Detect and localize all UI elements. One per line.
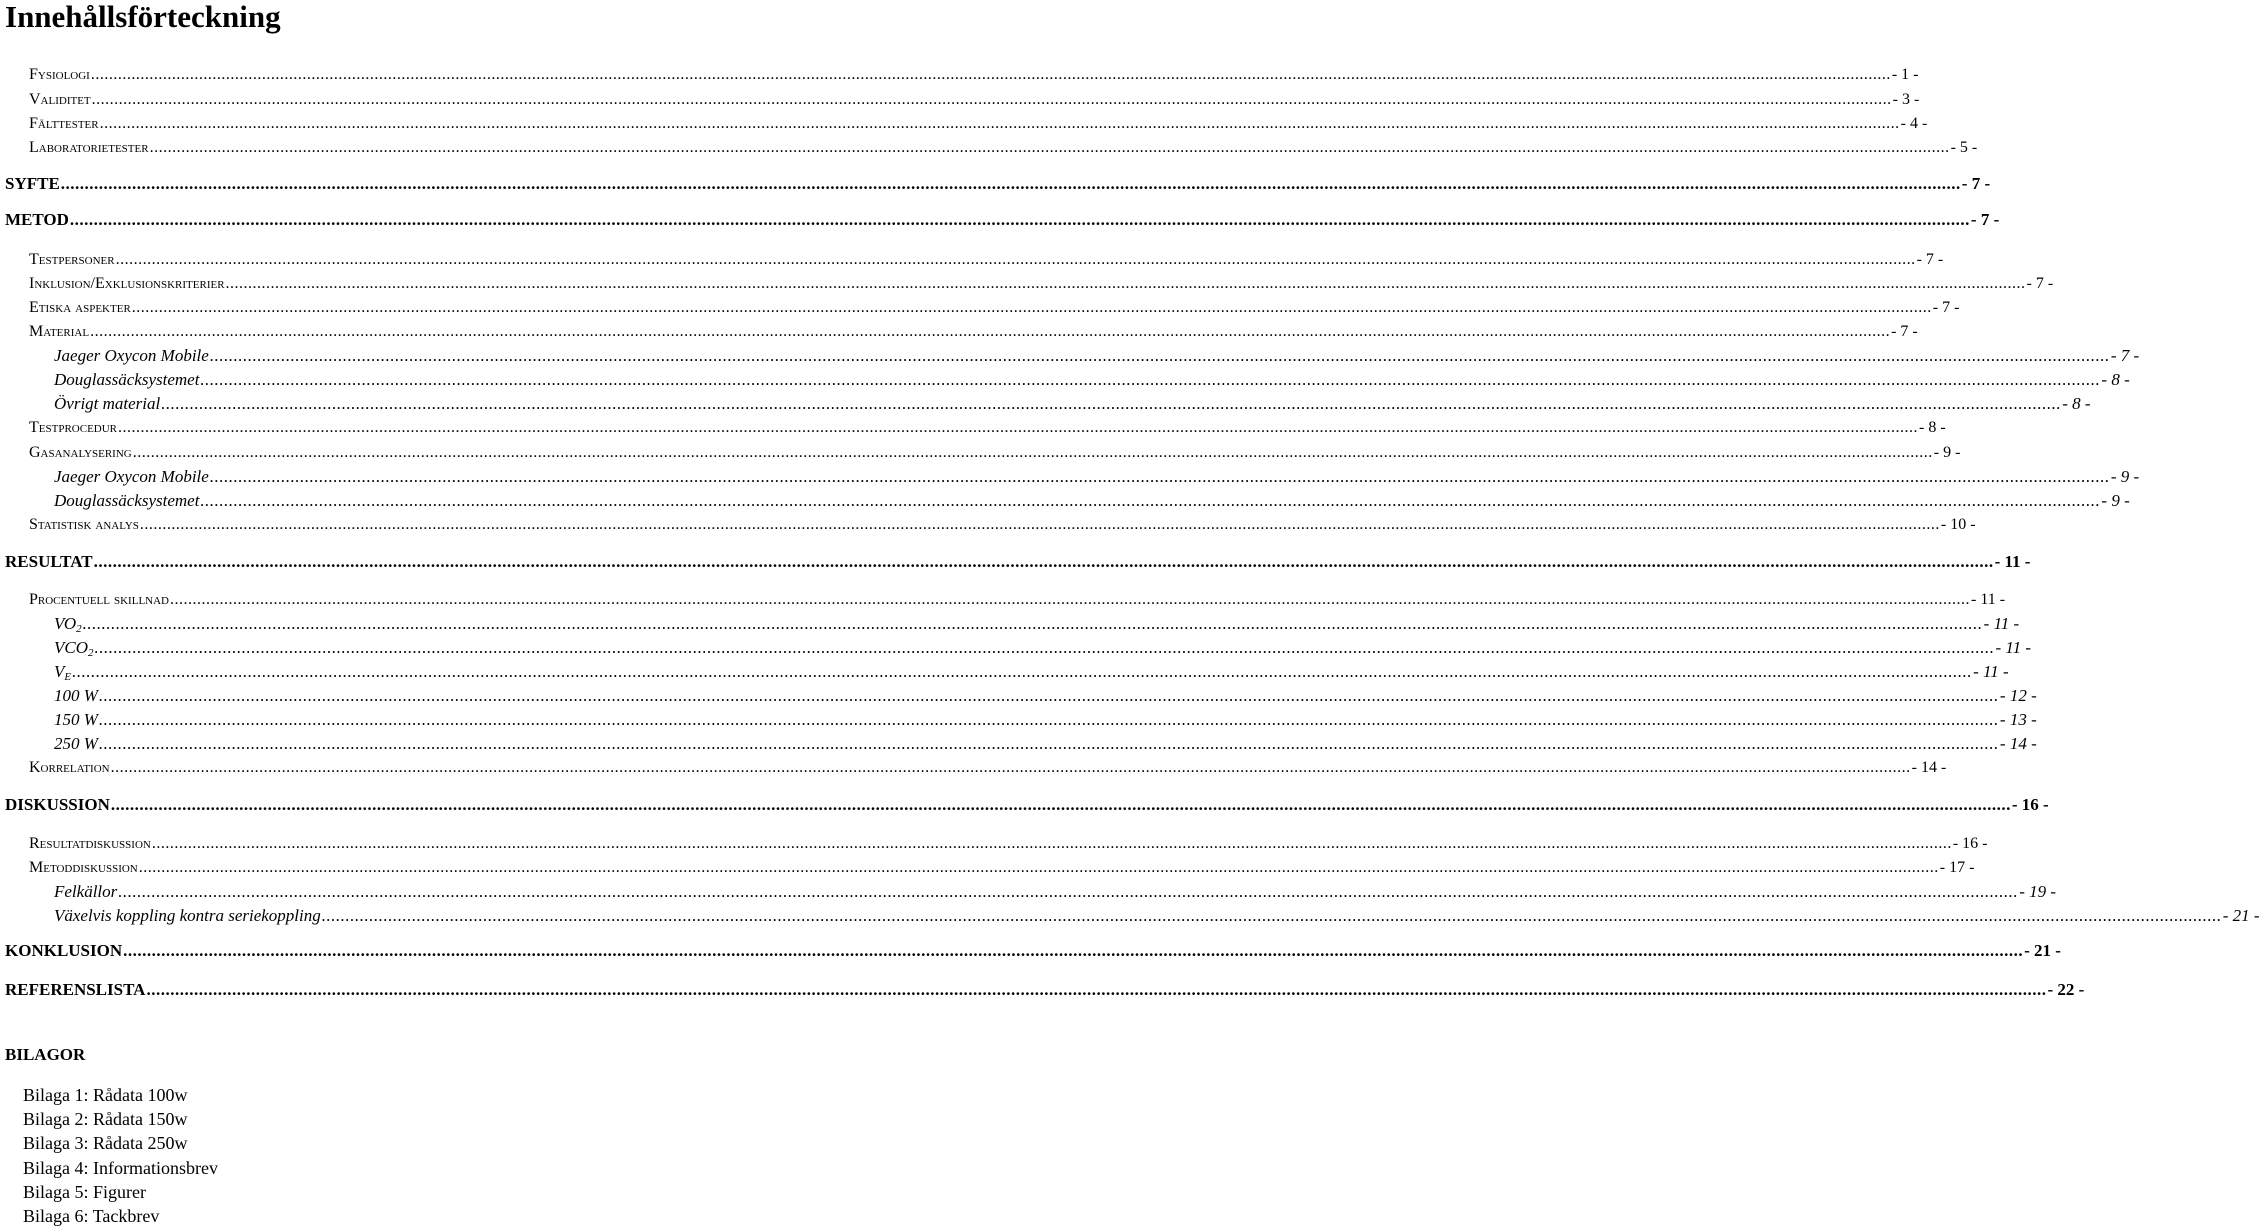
toc-entry-label-text: Fysiologi (29, 66, 90, 83)
toc-entry[interactable] (29, 250, 1944, 272)
toc-dot-leader: ................................................................................................................................................................................................................................................................................................................................................................................................................ (131, 299, 1932, 316)
toc-entry-label (54, 638, 94, 663)
toc-entry[interactable] (5, 210, 2000, 232)
toc-entry-label-text: Validitet (29, 91, 91, 108)
toc-entry-label (29, 590, 169, 610)
toc-entry[interactable] (29, 90, 1920, 112)
toc-entry-page: - 7 - (1961, 174, 1991, 193)
toc-entry[interactable] (29, 298, 1960, 320)
toc-dot-leader: ................................................................................................................................................................................................................................................................................................................................................................................................................ (209, 467, 2110, 486)
toc-entry-label-text: Material (29, 323, 90, 340)
toc-entry-label (5, 941, 122, 961)
toc-entry[interactable] (54, 906, 2260, 928)
toc-entry-label-text: Inklusion/Exklusionskriterier (29, 275, 225, 292)
toc-dot-leader: ................................................................................................................................................................................................................................................................................................................................................................................................................ (90, 323, 1891, 340)
toc-entry[interactable] (29, 858, 1975, 880)
toc-entry[interactable] (54, 614, 2020, 636)
toc-entry[interactable] (5, 174, 1991, 196)
toc-entry-label (5, 980, 145, 1000)
toc-entry-label-text: Testpersoner (29, 251, 115, 268)
toc-entry[interactable] (5, 552, 2031, 574)
toc-entry-page: - 12 - (1999, 686, 2037, 705)
bilaga-item: Bilaga 5: Figurer (23, 1181, 146, 1202)
toc-entry-page: - 13 - (1999, 710, 2037, 729)
toc-dot-leader: ................................................................................................................................................................................................................................................................................................................................................................................................................ (200, 370, 2101, 389)
toc-dot-leader: ................................................................................................................................................................................................................................................................................................................................................................................................................ (115, 251, 1916, 268)
toc-entry-label-text: VO (54, 614, 77, 633)
toc-entry-page: - 7 - (1916, 251, 1944, 268)
toc-entry-label (54, 906, 321, 926)
toc-dot-leader: ................................................................................................................................................................................................................................................................................................................................................................................................................ (149, 139, 1950, 156)
toc-entry-label-text: V (54, 662, 65, 681)
toc-entry-label (29, 418, 117, 438)
toc-dot-leader: ................................................................................................................................................................................................................................................................................................................................................................................................................ (98, 710, 1999, 729)
toc-dot-leader: ................................................................................................................................................................................................................................................................................................................................................................................................................ (151, 835, 1952, 852)
toc-entry[interactable] (54, 394, 2091, 416)
bilaga-item: Bilaga 2: Rådata 150w (23, 1109, 188, 1130)
toc-dot-leader: ................................................................................................................................................................................................................................................................................................................................................................................................................ (321, 906, 2222, 925)
toc-entry-label-text: 150 W (54, 710, 98, 729)
toc-entry-label-text: RESULTAT (5, 552, 93, 571)
toc-entry[interactable] (29, 65, 1919, 87)
toc-entry-page: - 16 - (2011, 795, 2049, 814)
toc-entry-label (54, 467, 209, 487)
toc-entry[interactable] (29, 758, 1947, 780)
toc-dot-leader: ................................................................................................................................................................................................................................................................................................................................................................................................................ (200, 491, 2101, 510)
toc-entry-label-text: DISKUSSION (5, 795, 110, 814)
toc-entry-label (29, 858, 138, 878)
toc-dot-leader: ................................................................................................................................................................................................................................................................................................................................................................................................................ (91, 91, 1892, 108)
toc-entry-label-text: Testprocedur (29, 419, 118, 436)
toc-entry-label-text: 100 W (54, 686, 98, 705)
toc-dot-leader: ................................................................................................................................................................................................................................................................................................................................................................................................................ (225, 275, 2026, 292)
toc-entry-label (5, 174, 60, 194)
toc-entry-label-text: Gasanalysering (29, 444, 132, 461)
toc-dot-leader: ................................................................................................................................................................................................................................................................................................................................................................................................................ (110, 759, 1911, 776)
bilaga-item: Bilaga 6: Tackbrev (23, 1206, 160, 1227)
toc-entry-label-text: REFERENSLISTA (5, 980, 146, 999)
toc-entry-label-text: Douglassäcksystemet (54, 491, 200, 510)
bilaga-item: Bilaga 1: Rådata 100w (23, 1085, 188, 1105)
toc-entry-subscript: 2 (76, 623, 82, 635)
bilaga-item: Bilaga 3: Rådata 250w (23, 1133, 188, 1154)
toc-entry-label-text: SYFTE (5, 174, 60, 193)
toc-entry-label (54, 882, 117, 902)
toc-entry-page: - 14 - (1911, 759, 1947, 776)
toc-entry-label-text: Fälttester (29, 115, 99, 132)
toc-entry[interactable] (29, 138, 1978, 160)
toc-entry-label (29, 90, 91, 110)
toc-entry-label (5, 210, 69, 230)
toc-entry-page: - 9 - (2110, 467, 2140, 486)
toc-entry-label (29, 65, 90, 85)
toc-entry-page: - 9 - (2101, 491, 2130, 510)
toc-entry-label-text: Växelvis koppling kontra seriekoppling (54, 906, 321, 925)
toc-entry-page: - 8 - (1919, 419, 1946, 436)
toc-entry-label (54, 662, 71, 687)
toc-entry-label (29, 274, 225, 294)
toc-entry[interactable] (29, 114, 1928, 136)
toc-dot-leader: ................................................................................................................................................................................................................................................................................................................................................................................................................ (132, 444, 1933, 461)
toc-entry[interactable] (5, 980, 2085, 1002)
toc-dot-leader: ................................................................................................................................................................................................................................................................................................................................................................................................................ (72, 662, 1973, 681)
toc-entry[interactable] (54, 491, 2130, 513)
toc-entry-label (54, 734, 98, 754)
toc-entry-label-text: Resultatdiskussion (29, 835, 151, 852)
toc-entry[interactable] (29, 274, 2054, 296)
toc-entry[interactable] (29, 590, 2006, 612)
toc-entry-label (29, 114, 99, 134)
toc-dot-leader: ................................................................................................................................................................................................................................................................................................................................................................................................................ (139, 516, 1940, 533)
toc-dot-leader: ................................................................................................................................................................................................................................................................................................................................................................................................................ (118, 882, 2019, 901)
toc-entry-label (54, 710, 98, 730)
toc-entry-page: - 21 - (2222, 906, 2260, 925)
toc-entry-page: - 21 - (2024, 941, 2061, 960)
toc-entry-label (29, 322, 89, 342)
toc-entry[interactable] (5, 941, 2061, 963)
toc-dot-leader: ................................................................................................................................................................................................................................................................................................................................................................................................................ (82, 614, 1983, 633)
toc-entry-page: - 7 - (2110, 346, 2140, 365)
toc-entry[interactable] (54, 638, 2032, 660)
toc-entry-label-text: KONKLUSION (5, 941, 123, 960)
toc-entry-label (54, 491, 199, 511)
toc-entry[interactable] (54, 662, 2009, 684)
toc-entry-label (54, 370, 199, 390)
toc-entry[interactable] (29, 515, 1976, 537)
toc-dot-leader: ................................................................................................................................................................................................................................................................................................................................................................................................................ (94, 638, 1995, 657)
toc-entry-subscript: 2 (88, 647, 94, 659)
toc-entry-page: - 11 - (1995, 638, 2032, 657)
toc-dot-leader: ................................................................................................................................................................................................................................................................................................................................................................................................................ (146, 980, 2047, 999)
toc-entry-page: - 7 - (1891, 323, 1918, 340)
bilagor-list (23, 1083, 218, 1228)
toc-dot-leader: ................................................................................................................................................................................................................................................................................................................................................................................................................ (110, 795, 2011, 814)
bilagor-heading: BILAGOR (5, 1045, 86, 1064)
toc-entry-label-text: Laboratorietester (29, 139, 149, 156)
toc-entry-subscript: E (64, 671, 72, 683)
toc-entry-label (29, 515, 139, 535)
toc-dot-leader: ................................................................................................................................................................................................................................................................................................................................................................................................................ (209, 346, 2110, 365)
toc-entry-page: - 11 - (1983, 614, 2020, 633)
toc-dot-leader: ................................................................................................................................................................................................................................................................................................................................................................................................................ (98, 734, 1999, 753)
toc-entry-page: - 14 - (1999, 734, 2037, 753)
toc-entry[interactable] (54, 370, 2130, 392)
toc-entry-page: - 16 - (1952, 835, 1988, 852)
toc-entry-label-text: Etiska aspekter (29, 299, 131, 316)
toc-entry-label-text: 250 W (54, 734, 98, 753)
toc-entry-label (29, 443, 132, 463)
toc-entry-label-text: Procentuell skillnad (29, 591, 169, 608)
toc-entry-page: - 7 - (1970, 210, 2000, 229)
toc-entry-page: - 8 - (2062, 394, 2091, 413)
toc-entry-label (29, 138, 149, 158)
toc-entry-label (54, 394, 160, 414)
toc-entry-label (5, 795, 110, 815)
toc-entry-page: - 1 - (1891, 66, 1919, 83)
toc-entry-page: - 11 - (1971, 591, 2006, 608)
toc-dot-leader: ................................................................................................................................................................................................................................................................................................................................................................................................................ (60, 174, 1961, 193)
toc-entry-label-text: Jaeger Oxycon Mobile (54, 467, 209, 486)
toc-entry-label (54, 686, 98, 706)
toc-entry-page: - 7 - (2026, 275, 2054, 292)
toc-entry-label-text: Statistisk analys (29, 516, 139, 533)
toc-entry-label (29, 834, 151, 854)
toc-entry[interactable] (29, 322, 1918, 344)
toc-entry-page: - 9 - (1933, 444, 1961, 461)
toc-entry-page: - 3 - (1892, 91, 1920, 108)
toc-entry[interactable] (29, 418, 1946, 440)
toc-entry-page: - 8 - (2101, 370, 2130, 389)
toc-entry[interactable] (54, 346, 2140, 368)
toc-entry[interactable] (29, 443, 1961, 465)
toc-entry-page: - 17 - (1939, 859, 1975, 876)
toc-entry-label-text: Övrigt material (54, 394, 161, 413)
toc-entry[interactable] (54, 882, 2057, 904)
toc-entry[interactable] (54, 467, 2140, 489)
toc-entry-label (29, 298, 131, 318)
toc-dot-leader: ................................................................................................................................................................................................................................................................................................................................................................................................................ (170, 591, 1970, 608)
toc-entry-label-text: Metoddiskussion (29, 859, 138, 876)
toc-entry-label-text: Korrelation (29, 759, 110, 776)
toc-entry-label-text: Jaeger Oxycon Mobile (54, 346, 209, 365)
toc-dot-leader: ................................................................................................................................................................................................................................................................................................................................................................................................................ (98, 686, 1999, 705)
toc-dot-leader: ................................................................................................................................................................................................................................................................................................................................................................................................................ (90, 66, 1891, 83)
toc-entry[interactable] (5, 795, 2049, 817)
page-title: Innehållsförteckning (5, 0, 281, 34)
toc-entry-page: - 10 - (1940, 516, 1976, 533)
toc-entry-label (29, 758, 110, 778)
toc-entry-page: - 7 - (1932, 299, 1960, 316)
toc-entry-label-text: VCO (54, 638, 88, 657)
toc-entry[interactable] (54, 710, 2037, 732)
toc-dot-leader: ................................................................................................................................................................................................................................................................................................................................................................................................................ (118, 419, 1919, 436)
toc-dot-leader: ................................................................................................................................................................................................................................................................................................................................................................................................................ (161, 394, 2062, 413)
toc-entry-label (5, 552, 93, 572)
toc-entry-page: - 11 - (1994, 552, 2031, 571)
toc-entry-label-text: METOD (5, 210, 69, 229)
toc-dot-leader: ................................................................................................................................................................................................................................................................................................................................................................................................................ (99, 115, 1900, 132)
toc-entry[interactable] (29, 834, 1988, 856)
toc-entry-page: - 11 - (1973, 662, 2009, 681)
toc-dot-leader: ................................................................................................................................................................................................................................................................................................................................................................................................................ (138, 859, 1939, 876)
toc-dot-leader: ................................................................................................................................................................................................................................................................................................................................................................................................................ (123, 941, 2024, 960)
toc-entry-label-text: Felkällor (54, 882, 118, 901)
bilaga-item: Bilaga 4: Informationsbrev (23, 1157, 218, 1178)
toc-entry-label (29, 250, 115, 270)
toc-entry-page: - 22 - (2047, 980, 2085, 999)
toc-entry-label (54, 614, 82, 639)
toc-entry[interactable] (54, 734, 2037, 756)
toc-entry-page: - 19 - (2019, 882, 2057, 901)
toc-entry-label-text: Douglassäcksystemet (54, 370, 200, 389)
toc-dot-leader: ................................................................................................................................................................................................................................................................................................................................................................................................................ (69, 210, 1970, 229)
toc-dot-leader: ................................................................................................................................................................................................................................................................................................................................................................................................................ (93, 552, 1994, 571)
toc-entry[interactable] (54, 686, 2037, 708)
toc-entry-page: - 5 - (1950, 139, 1978, 156)
toc-entry-page: - 4 - (1900, 115, 1928, 132)
toc-entry-label (54, 346, 209, 366)
